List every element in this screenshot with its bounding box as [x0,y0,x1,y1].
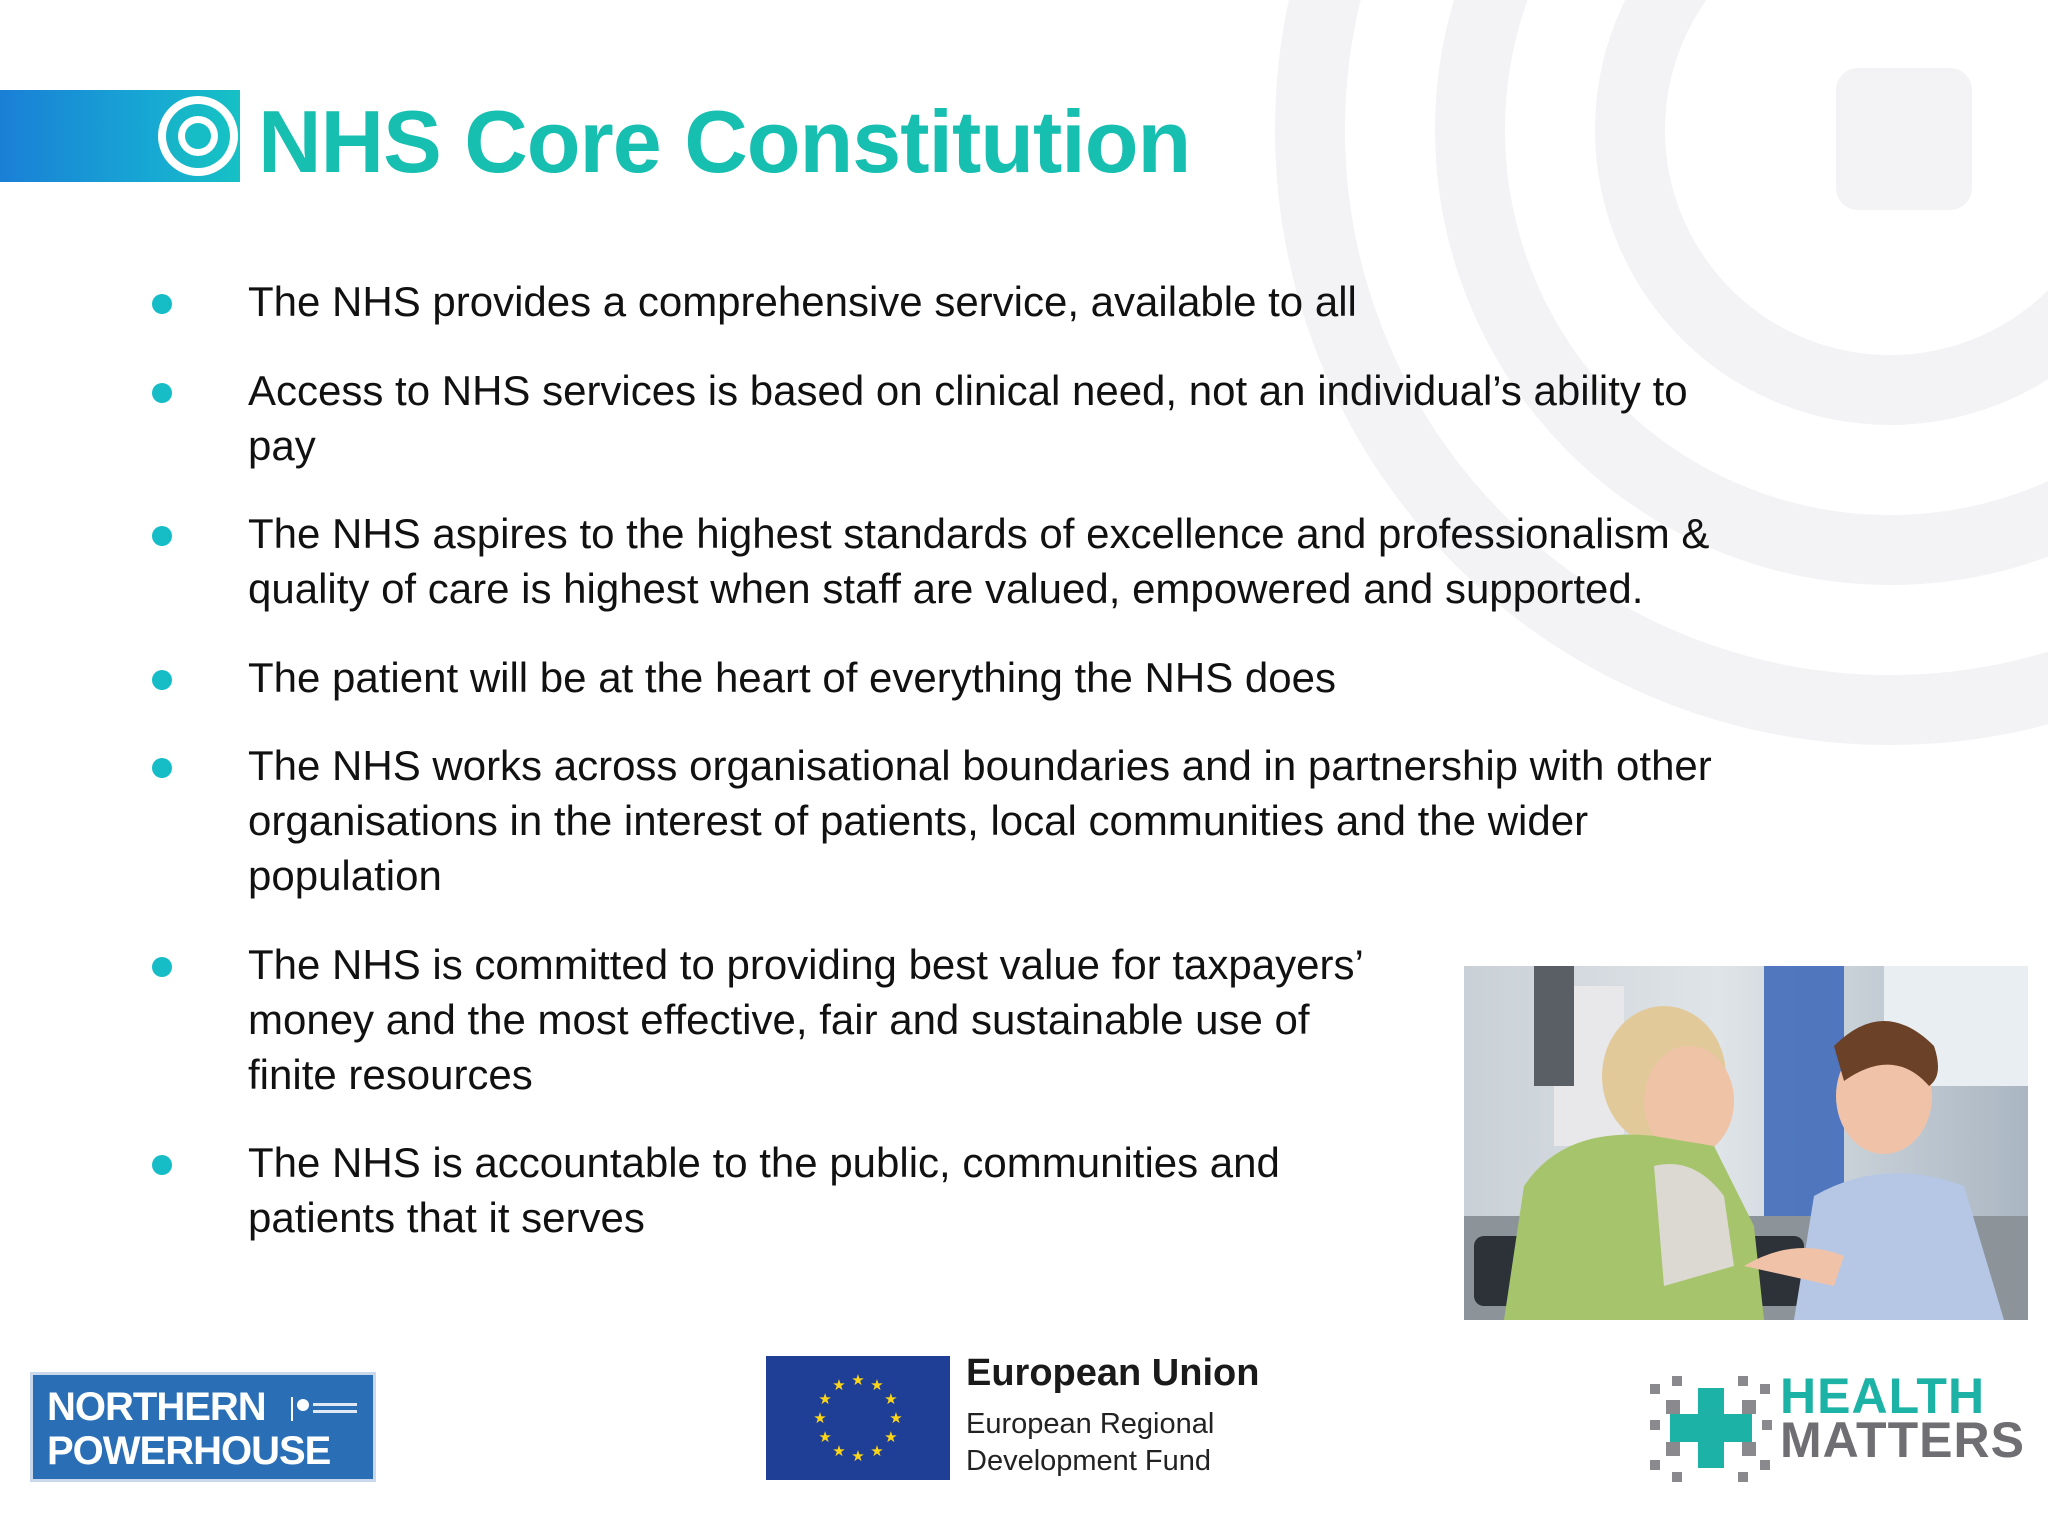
bullet-dot-icon [152,294,172,314]
bullet-text: The NHS works across organisational boundaries and in partnership with other organisations in the interest of patients, local communities and the wider population [248,742,1712,899]
bullet-dot-icon [152,526,172,546]
eu-subtitle-line2: Development Fund [966,1445,1212,1477]
bullet-text: The NHS is committed to providing best value for taxpayers’ money and the most effective, fair and sustainable use of finite resources [248,941,1364,1098]
bullet-dot-icon [152,1155,172,1175]
slide-title: NHS Core Constitution [258,92,1191,191]
eu-star-icon: ★ [870,1441,884,1460]
bullet-dot-icon [152,383,172,403]
bullet-text: The patient will be at the heart of everything the NHS does [248,654,1336,701]
eu-star-icon: ★ [870,1376,884,1395]
bullet-text: Access to NHS services is based on clinical need, not an individual’s ability to pay [248,367,1688,469]
eu-star-icon: ★ [889,1409,903,1427]
bullet-dot-icon [152,670,172,690]
eu-subtitle-line1: European Regional [966,1408,1215,1440]
eu-star-icon: ★ [884,1428,898,1446]
eu-star-icon: ★ [832,1376,846,1395]
patient-nurse-photo [1464,966,2028,1320]
eu-title: European Union [966,1352,1260,1394]
health-matters-line2: MATTERS [1780,1412,2025,1468]
northern-powerhouse-line2: POWERHOUSE [47,1429,331,1473]
northern-powerhouse-logo [30,1372,376,1482]
bullet-dot-icon [152,957,172,977]
bullet-text: The NHS provides a comprehensive service, available to all [248,278,1357,325]
eu-star-icon: ★ [813,1409,827,1427]
bullet-text: The NHS aspires to the highest standards of excellence and professionalism & quality of care is highest when staff are valued, empowered and supported. [248,510,1710,612]
northern-powerhouse-line1: NORTHERN [47,1385,266,1429]
health-matters-line1: HEALTH [1780,1368,1986,1424]
hm-government-crest-icon [291,1395,359,1423]
eu-star-icon: ★ [818,1390,832,1408]
eu-star-icon: ★ [851,1371,865,1389]
medical-cross-icon [1646,1370,1776,1488]
bullet-text: The NHS is accountable to the public, communities and patients that it serves [248,1139,1280,1241]
eu-star-icon: ★ [832,1441,846,1460]
eu-flag-icon [766,1356,950,1480]
target-center-dot [185,123,211,149]
eu-star-icon: ★ [851,1447,865,1465]
bullet-dot-icon [152,758,172,778]
eu-star-icon: ★ [884,1390,898,1408]
eu-star-icon: ★ [818,1428,832,1446]
